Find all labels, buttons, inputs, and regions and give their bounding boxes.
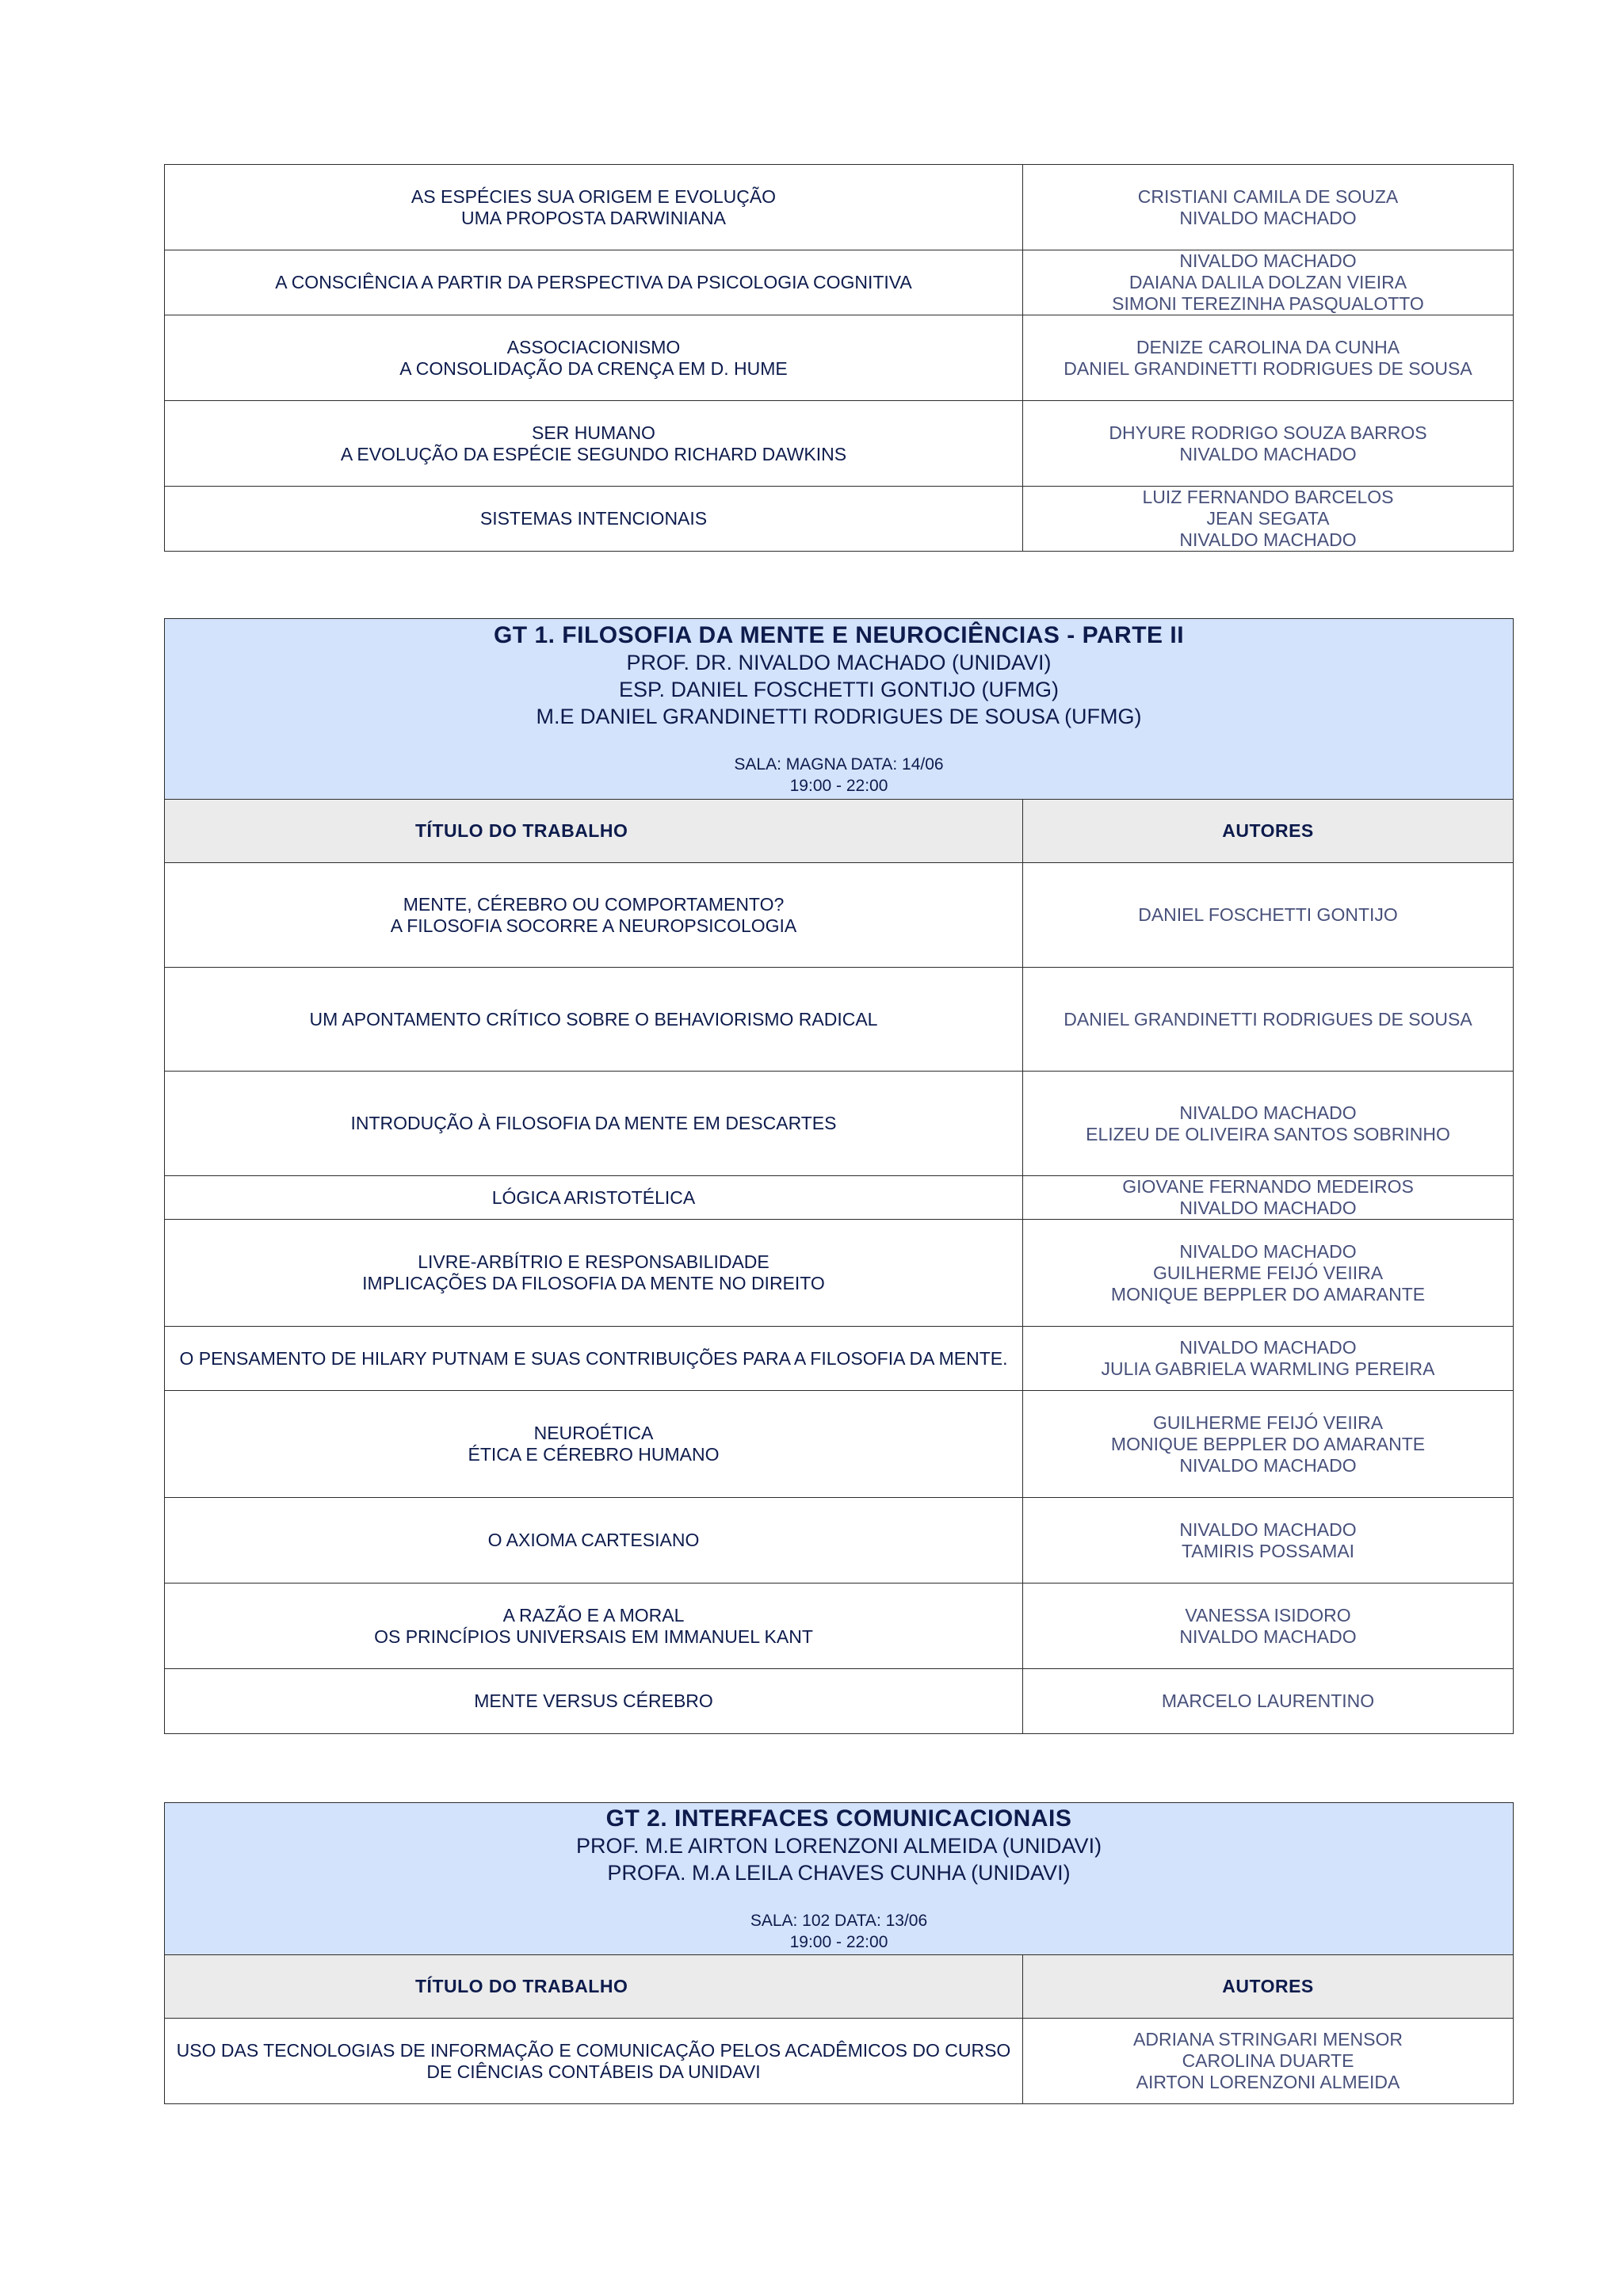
work-authors: NIVALDO MACHADO TAMIRIS POSSAMAI — [1023, 1498, 1514, 1584]
table-row — [165, 1327, 1514, 1391]
gt1-heading: GT 1. FILOSOFIA DA MENTE E NEUROCIÊNCIAS - PARTE II — [493, 621, 1185, 648]
work-authors: GIOVANE FERNANDO MEDEIROS NIVALDO MACHADO — [1023, 1176, 1514, 1220]
column-header-title: TÍTULO DO TRABALHO — [165, 1955, 1023, 2019]
table-row — [165, 1072, 1514, 1176]
column-header-row — [165, 800, 1514, 863]
work-title: O AXIOMA CARTESIANO — [165, 1498, 1023, 1584]
gt2-coordinator: PROF. M.E AIRTON LORENZONI ALMEIDA (UNIDAVI) — [575, 1833, 1102, 1858]
table-row — [165, 487, 1514, 552]
work-title: LIVRE-ARBÍTRIO E RESPONSABILIDADE IMPLICAÇÕES DA FILOSOFIA DA MENTE NO DIREITO — [165, 1220, 1023, 1327]
table-row — [165, 165, 1514, 250]
column-header-authors: AUTORES — [1023, 800, 1514, 863]
work-authors: GUILHERME FEIJÓ VEIIRA MONIQUE BEPPLER DO AMARANTE NIVALDO MACHADO — [1023, 1391, 1514, 1498]
work-authors: CRISTIANI CAMILA DE SOUZA NIVALDO MACHADO — [1023, 165, 1514, 250]
work-authors: NIVALDO MACHADO DAIANA DALILA DOLZAN VIEIRA SIMONI TEREZINHA PASQUALOTTO — [1023, 250, 1514, 315]
work-title: MENTE VERSUS CÉREBRO — [165, 1669, 1023, 1734]
table-row — [165, 401, 1514, 487]
table-row — [165, 250, 1514, 315]
work-authors: ADRIANA STRINGARI MENSOR CAROLINA DUARTE AIRTON LORENZONI ALMEIDA — [1023, 2019, 1514, 2104]
column-header-title: TÍTULO DO TRABALHO — [165, 800, 1023, 863]
column-header-row — [165, 1955, 1514, 2019]
gt2-header — [165, 1803, 1514, 1955]
work-title: INTRODUÇÃO À FILOSOFIA DA MENTE EM DESCARTES — [165, 1072, 1023, 1176]
table-continuation — [164, 164, 1514, 552]
work-authors: NIVALDO MACHADO ELIZEU DE OLIVEIRA SANTOS SOBRINHO — [1023, 1072, 1514, 1176]
work-title: UM APONTAMENTO CRÍTICO SOBRE O BEHAVIORISMO RADICAL — [165, 968, 1023, 1072]
work-title: AS ESPÉCIES SUA ORIGEM E EVOLUÇÃO UMA PROPOSTA DARWINIANA — [165, 165, 1023, 250]
gt2-table — [164, 1802, 1514, 2104]
table-row — [165, 1498, 1514, 1584]
gt1-hours: 19:00 - 22:00 — [789, 776, 888, 795]
work-title: USO DAS TECNOLOGIAS DE INFORMAÇÃO E COMUNICAÇÃO PELOS ACADÊMICOS DO CURSO DE CIÊNCIAS CONTÁBEIS DA UNIDAVI — [165, 2019, 1023, 2104]
work-authors: DENIZE CAROLINA DA CUNHA DANIEL GRANDINETTI RODRIGUES DE SOUSA — [1023, 315, 1514, 401]
gt1-coordinator: ESP. DANIEL FOSCHETTI GONTIJO (UFMG) — [618, 677, 1060, 701]
work-authors: VANESSA ISIDORO NIVALDO MACHADO — [1023, 1584, 1514, 1669]
table-row — [165, 1220, 1514, 1327]
gt1-coordinator: PROF. DR. NIVALDO MACHADO (UNIDAVI) — [626, 650, 1052, 674]
table-row — [165, 863, 1514, 968]
gt1-header — [165, 619, 1514, 800]
table-row — [165, 1391, 1514, 1498]
table-row — [165, 968, 1514, 1072]
work-authors: DANIEL GRANDINETTI RODRIGUES DE SOUSA — [1023, 968, 1514, 1072]
work-authors: LUIZ FERNANDO BARCELOS JEAN SEGATA NIVALDO MACHADO — [1023, 487, 1514, 552]
work-authors: MARCELO LAURENTINO — [1023, 1669, 1514, 1734]
table-row — [165, 315, 1514, 401]
work-title: SISTEMAS INTENCIONAIS — [165, 487, 1023, 552]
work-title: SER HUMANO A EVOLUÇÃO DA ESPÉCIE SEGUNDO RICHARD DAWKINS — [165, 401, 1023, 487]
table-row — [165, 1669, 1514, 1734]
work-authors: NIVALDO MACHADO JULIA GABRIELA WARMLING PEREIRA — [1023, 1327, 1514, 1391]
table-row — [165, 1584, 1514, 1669]
work-title: ASSOCIACIONISMO A CONSOLIDAÇÃO DA CRENÇA EM D. HUME — [165, 315, 1023, 401]
column-header-authors: AUTORES — [1023, 1955, 1514, 2019]
work-title: NEUROÉTICA ÉTICA E CÉREBRO HUMANO — [165, 1391, 1023, 1498]
gt1-table — [164, 618, 1514, 1734]
gt2-room-date: SALA: 102 DATA: 13/06 — [750, 1911, 928, 1930]
work-title: O PENSAMENTO DE HILARY PUTNAM E SUAS CONTRIBUIÇÕES PARA A FILOSOFIA DA MENTE. — [165, 1327, 1023, 1391]
gt1-room-date: SALA: MAGNA DATA: 14/06 — [734, 755, 944, 774]
work-title: A CONSCIÊNCIA A PARTIR DA PERSPECTIVA DA PSICOLOGIA COGNITIVA — [165, 250, 1023, 315]
work-title: LÓGICA ARISTOTÉLICA — [165, 1176, 1023, 1220]
gt2-hours: 19:00 - 22:00 — [789, 1932, 888, 1951]
table-row — [165, 2019, 1514, 2104]
gt2-coordinator: PROFA. M.A LEILA CHAVES CUNHA (UNIDAVI) — [607, 1860, 1071, 1885]
work-title: MENTE, CÉREBRO OU COMPORTAMENTO? A FILOSOFIA SOCORRE A NEUROPSICOLOGIA — [165, 863, 1023, 968]
work-title: A RAZÃO E A MORAL OS PRINCÍPIOS UNIVERSAIS EM IMMANUEL KANT — [165, 1584, 1023, 1669]
gt2-heading: GT 2. INTERFACES COMUNICACIONAIS — [605, 1805, 1072, 1832]
gt1-coordinator: M.E DANIEL GRANDINETTI RODRIGUES DE SOUSA (UFMG) — [536, 704, 1142, 728]
work-authors: DANIEL FOSCHETTI GONTIJO — [1023, 863, 1514, 968]
work-authors: NIVALDO MACHADO GUILHERME FEIJÓ VEIIRA MONIQUE BEPPLER DO AMARANTE — [1023, 1220, 1514, 1327]
work-authors: DHYURE RODRIGO SOUZA BARROS NIVALDO MACHADO — [1023, 401, 1514, 487]
table-row — [165, 1176, 1514, 1220]
